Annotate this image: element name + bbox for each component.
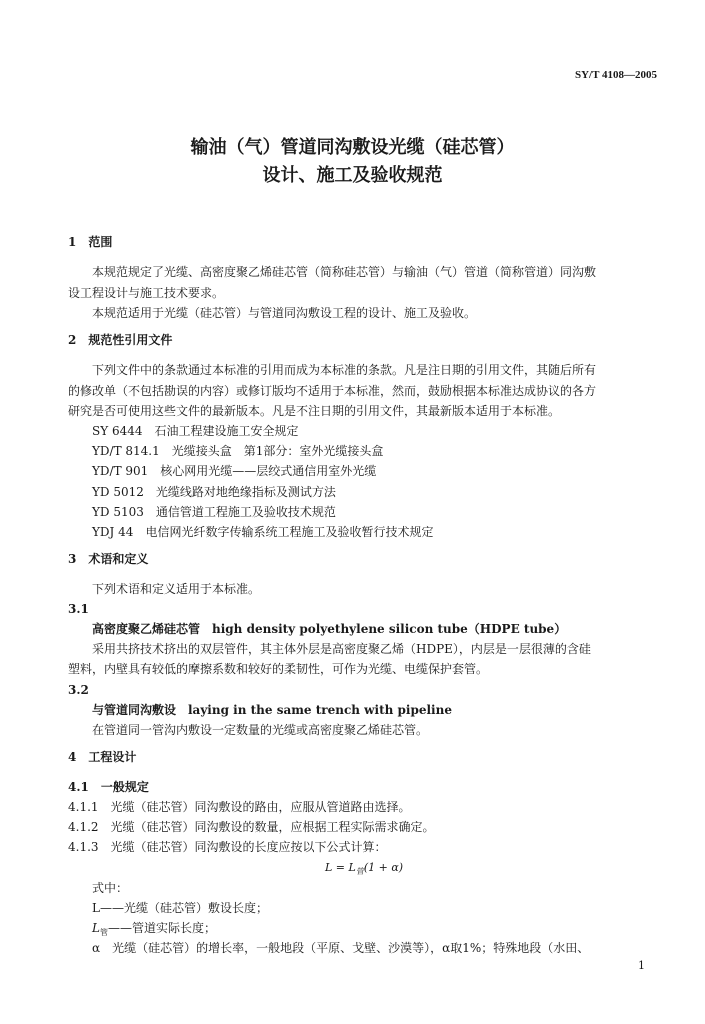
paragraph: 下列术语和定义适用于本标准。 [92, 582, 261, 596]
formula-rhs: (1 + α) [363, 861, 404, 874]
paragraph: 采用共挤技术挤出的双层管件，其主体外层是高密度聚乙烯（HDPE），内层是一层很薄的含硅 [92, 642, 591, 656]
title-line-2: 设计、施工及验收规范 [262, 165, 443, 186]
title-line-1: 输油（气）管道同沟敷设光缆（硅芯管） [190, 137, 515, 158]
paragraph: 研究是否可使用这些文件的最新版本。凡是不注日期的引用文件，其最新版本适用于本标准。 [68, 404, 561, 418]
paragraph: 塑料，内壁具有较低的摩擦系数和较好的柔韧性，可作为光缆、电缆保护套管。 [68, 662, 489, 676]
doc-number: SY/T 4108—2005 [574, 69, 657, 81]
clause: 4.1.1 光缆（硅芯管）同沟敷设的路由，应服从管道路由选择。 [68, 800, 411, 814]
reference-item: YDJ 44 电信网光纤数字传输系统工程施工及验收暂行技术规定 [92, 525, 434, 539]
subsection-heading: 4.1 一般规定 [68, 780, 149, 794]
paragraph: 下列文件中的条款通过本标准的引用而成为本标准的条款。凡是注日期的引用文件，其随后所有 [92, 363, 597, 377]
reference-item: SY 6444 石油工程建设施工安全规定 [92, 424, 299, 438]
reference-item: YD/T 901 核心网用光缆——层绞式通信用室外光缆 [92, 464, 377, 478]
paragraph: 本规范规定了光缆、高密度聚乙烯硅芯管（简称硅芯管）与输油（气）管道（简称管道）同沟敷 [92, 265, 597, 279]
term-heading: 高密度聚乙烯硅芯管 high density polyethylene silicon tube（HDPE tube） [92, 622, 567, 636]
page-number: 1 [638, 959, 645, 972]
paragraph: 设工程设计与施工技术要求。 [68, 286, 225, 300]
reference-item: YD 5103 通信管道工程施工及验收技术规范 [92, 505, 336, 519]
section-3-heading: 3 术语和定义 [68, 552, 149, 566]
reference-item: YD 5012 光缆线路对地绝缘指标及测试方法 [92, 485, 336, 499]
clause: 4.1.2 光缆（硅芯管）同沟敷设的数量，应根据工程实际需求确定。 [68, 820, 435, 834]
variable-definition: α 光缆（硅芯管）的增长率，一般地段（平原、戈壁、沙漠等），α取1%；特殊地段（水田、 [92, 941, 590, 955]
clause-number: 3.1 [68, 602, 89, 616]
formula [325, 861, 404, 876]
paragraph: 本规范适用于光缆（硅芯管）与管道同沟敷设工程的设计、施工及验收。 [92, 306, 477, 320]
clause-number: 3.2 [68, 683, 89, 697]
reference-item: YD/T 814.1 光缆接头盒 第1部分：室外光缆接头盒 [92, 444, 384, 458]
variable-subscript: 管 [99, 928, 108, 937]
variable-definition: L——光缆（硅芯管）敷设长度； [92, 901, 268, 915]
variable-definition [92, 921, 216, 937]
variable-symbol: L [92, 921, 100, 935]
section-2-heading: 2 规范性引用文件 [68, 333, 173, 347]
paragraph: 在管道同一管沟内敷设一定数量的光缆或高密度聚乙烯硅芯管。 [92, 723, 429, 737]
clause: 4.1.3 光缆（硅芯管）同沟敷设的长度应按以下公式计算： [68, 840, 387, 854]
paragraph: 的修改单（不包括勘误的内容）或修订版均不适用于本标准，然而，鼓励根据本标准达成协议的各方 [68, 384, 597, 398]
formula-lhs: L = L [325, 861, 356, 874]
term-heading: 与管道同沟敷设 laying in the same trench with pipeline [92, 703, 452, 717]
variable-description: ——管道实际长度； [107, 921, 216, 935]
section-1-heading: 1 范围 [68, 235, 113, 249]
formula-subscript: 管 [355, 867, 364, 876]
section-4-heading: 4 工程设计 [68, 750, 137, 764]
where-label: 式中： [92, 881, 129, 895]
